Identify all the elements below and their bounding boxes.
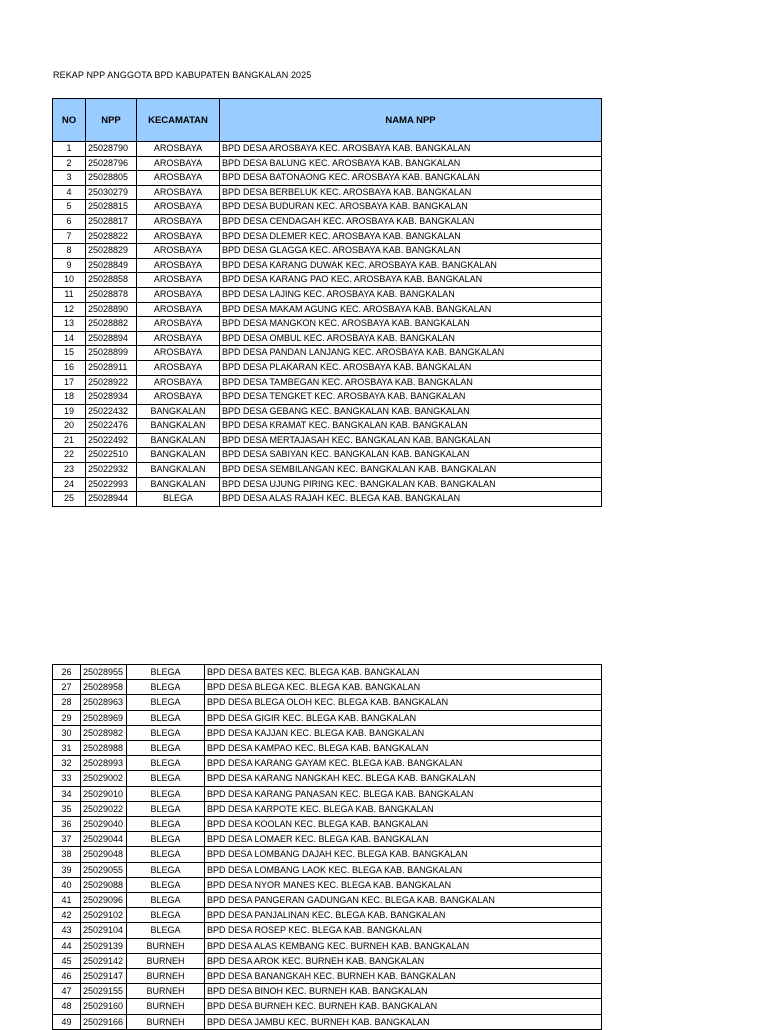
- table-row: [53, 419, 602, 434]
- cell-npp: 25029040: [81, 817, 127, 832]
- table-row: [53, 433, 602, 448]
- cell-no: 45: [53, 953, 81, 968]
- cell-nama-npp: BPD DESA PANGERAN GADUNGAN KEC. BLEGA KAB. BANGKALAN: [205, 893, 602, 908]
- cell-nama-npp: BPD DESA LOMBANG LAOK KEC. BLEGA KAB. BANGKALAN: [205, 862, 602, 877]
- cell-kecamatan: AROSBAYA: [137, 214, 220, 229]
- cell-kecamatan: BLEGA: [127, 725, 205, 740]
- cell-kecamatan: BLEGA: [127, 817, 205, 832]
- table-row: [53, 710, 602, 725]
- cell-nama-npp: BPD DESA GEBANG KEC. BANGKALAN KAB. BANGKALAN: [220, 404, 602, 419]
- cell-kecamatan: AROSBAYA: [137, 302, 220, 317]
- cell-kecamatan: AROSBAYA: [137, 346, 220, 361]
- cell-npp: 25028822: [86, 229, 137, 244]
- cell-npp: 25022492: [86, 433, 137, 448]
- cell-kecamatan: BURNEH: [127, 1014, 205, 1029]
- cell-npp: 25029048: [81, 847, 127, 862]
- cell-nama-npp: BPD DESA KARANG PAO KEC. AROSBAYA KAB. BANGKALAN: [220, 273, 602, 288]
- cell-npp: 25028878: [86, 287, 137, 302]
- cell-kecamatan: BURNEH: [127, 969, 205, 984]
- cell-npp: 25028796: [86, 156, 137, 171]
- cell-no: 43: [53, 923, 81, 938]
- cell-no: 30: [53, 725, 81, 740]
- cell-no: 18: [53, 390, 86, 405]
- table-row: [53, 317, 602, 332]
- table-row: [53, 893, 602, 908]
- cell-nama-npp: BPD DESA LOMAER KEC. BLEGA KAB. BANGKALAN: [205, 832, 602, 847]
- cell-no: 37: [53, 832, 81, 847]
- table-row: [53, 156, 602, 171]
- table-row: [53, 142, 602, 157]
- table-row: [53, 346, 602, 361]
- cell-nama-npp: BPD DESA SABIYAN KEC. BANGKALAN KAB. BANGKALAN: [220, 448, 602, 463]
- cell-kecamatan: BLEGA: [127, 786, 205, 801]
- cell-kecamatan: AROSBAYA: [137, 375, 220, 390]
- cell-npp: 25028882: [86, 317, 137, 332]
- cell-kecamatan: AROSBAYA: [137, 390, 220, 405]
- cell-kecamatan: BLEGA: [127, 862, 205, 877]
- cell-no: 9: [53, 258, 86, 273]
- cell-nama-npp: BPD DESA BLEGA KEC. BLEGA KAB. BANGKALAN: [205, 680, 602, 695]
- cell-no: 35: [53, 801, 81, 816]
- cell-kecamatan: BLEGA: [127, 908, 205, 923]
- table-row: [53, 1014, 602, 1029]
- cell-no: 39: [53, 862, 81, 877]
- header-kecamatan: KECAMATAN: [137, 99, 220, 142]
- cell-npp: 25028934: [86, 390, 137, 405]
- cell-kecamatan: AROSBAYA: [137, 317, 220, 332]
- table-row: [53, 171, 602, 186]
- cell-no: 13: [53, 317, 86, 332]
- cell-no: 29: [53, 710, 81, 725]
- cell-nama-npp: BPD DESA PLAKARAN KEC. AROSBAYA KAB. BANGKALAN: [220, 360, 602, 375]
- cell-no: 19: [53, 404, 86, 419]
- cell-no: 3: [53, 171, 86, 186]
- cell-npp: 25028969: [81, 710, 127, 725]
- npp-table-page-1: [52, 98, 602, 507]
- cell-npp: 25028899: [86, 346, 137, 361]
- table-row: [53, 680, 602, 695]
- cell-kecamatan: BLEGA: [127, 741, 205, 756]
- cell-nama-npp: BPD DESA PANJALINAN KEC. BLEGA KAB. BANGKALAN: [205, 908, 602, 923]
- cell-no: 32: [53, 756, 81, 771]
- page-title: REKAP NPP ANGGOTA BPD KABUPATEN BANGKALAN 2025: [53, 70, 312, 80]
- cell-npp: 25028993: [81, 756, 127, 771]
- cell-kecamatan: BLEGA: [127, 710, 205, 725]
- cell-no: 36: [53, 817, 81, 832]
- cell-npp: 25022432: [86, 404, 137, 419]
- cell-nama-npp: BPD DESA AROK KEC. BURNEH KAB. BANGKALAN: [205, 953, 602, 968]
- cell-nama-npp: BPD DESA BANANGKAH KEC. BURNEH KAB. BANGKALAN: [205, 969, 602, 984]
- table-row: [53, 244, 602, 259]
- cell-nama-npp: BPD DESA OMBUL KEC. AROSBAYA KAB. BANGKALAN: [220, 331, 602, 346]
- cell-kecamatan: BURNEH: [127, 953, 205, 968]
- cell-no: 28: [53, 695, 81, 710]
- cell-kecamatan: BLEGA: [127, 756, 205, 771]
- cell-npp: 25029139: [81, 938, 127, 953]
- cell-npp: 25022510: [86, 448, 137, 463]
- cell-nama-npp: BPD DESA BUDURAN KEC. AROSBAYA KAB. BANGKALAN: [220, 200, 602, 215]
- cell-nama-npp: BPD DESA BINOH KEC. BURNEH KAB. BANGKALAN: [205, 984, 602, 999]
- cell-nama-npp: BPD DESA SEMBILANGAN KEC. BANGKALAN KAB. BANGKALAN: [220, 463, 602, 478]
- cell-nama-npp: BPD DESA KARANG DUWAK KEC. AROSBAYA KAB. BANGKALAN: [220, 258, 602, 273]
- cell-nama-npp: BPD DESA DLEMER KEC. AROSBAYA KAB. BANGKALAN: [220, 229, 602, 244]
- cell-npp: 25028829: [86, 244, 137, 259]
- cell-kecamatan: BLEGA: [127, 680, 205, 695]
- cell-nama-npp: BPD DESA KARANG NANGKAH KEC. BLEGA KAB. BANGKALAN: [205, 771, 602, 786]
- cell-npp: 25029104: [81, 923, 127, 938]
- cell-kecamatan: AROSBAYA: [137, 185, 220, 200]
- cell-nama-npp: BPD DESA BERBELUK KEC. AROSBAYA KAB. BANGKALAN: [220, 185, 602, 200]
- table-row: [53, 862, 602, 877]
- cell-no: 15: [53, 346, 86, 361]
- header-no: NO: [53, 99, 86, 142]
- table-row: [53, 786, 602, 801]
- cell-no: 7: [53, 229, 86, 244]
- cell-kecamatan: BANGKALAN: [137, 404, 220, 419]
- cell-no: 46: [53, 969, 81, 984]
- cell-no: 21: [53, 433, 86, 448]
- cell-npp: 25028890: [86, 302, 137, 317]
- cell-nama-npp: BPD DESA JAMBU KEC. BURNEH KAB. BANGKALAN: [205, 1014, 602, 1029]
- cell-nama-npp: BPD DESA BLEGA OLOH KEC. BLEGA KAB. BANGKALAN: [205, 695, 602, 710]
- table-row: [53, 877, 602, 892]
- cell-nama-npp: BPD DESA PANDAN LANJANG KEC. AROSBAYA KAB. BANGKALAN: [220, 346, 602, 361]
- cell-kecamatan: BLEGA: [127, 923, 205, 938]
- cell-npp: 25028963: [81, 695, 127, 710]
- table-row: [53, 771, 602, 786]
- cell-no: 23: [53, 463, 86, 478]
- cell-kecamatan: AROSBAYA: [137, 156, 220, 171]
- cell-npp: 25028911: [86, 360, 137, 375]
- header-nama-npp: NAMA NPP: [220, 99, 602, 142]
- cell-nama-npp: BPD DESA BURNEH KEC. BURNEH KAB. BANGKALAN: [205, 999, 602, 1014]
- cell-no: 33: [53, 771, 81, 786]
- table-row: [53, 492, 602, 507]
- table-row: [53, 923, 602, 938]
- cell-npp: 25029102: [81, 908, 127, 923]
- cell-no: 49: [53, 1014, 81, 1029]
- cell-nama-npp: BPD DESA KAJJAN KEC. BLEGA KAB. BANGKALAN: [205, 725, 602, 740]
- cell-kecamatan: BLEGA: [127, 695, 205, 710]
- cell-kecamatan: AROSBAYA: [137, 273, 220, 288]
- cell-npp: 25022993: [86, 477, 137, 492]
- cell-no: 41: [53, 893, 81, 908]
- cell-kecamatan: BLEGA: [127, 877, 205, 892]
- table-row: [53, 390, 602, 405]
- cell-npp: 25028958: [81, 680, 127, 695]
- table-row: [53, 214, 602, 229]
- cell-kecamatan: BLEGA: [127, 832, 205, 847]
- cell-no: 38: [53, 847, 81, 862]
- cell-kecamatan: BANGKALAN: [137, 463, 220, 478]
- table-row: [53, 832, 602, 847]
- cell-kecamatan: BLEGA: [127, 665, 205, 680]
- cell-nama-npp: BPD DESA ROSEP KEC. BLEGA KAB. BANGKALAN: [205, 923, 602, 938]
- table-row: [53, 984, 602, 999]
- table-row: [53, 229, 602, 244]
- cell-no: 26: [53, 665, 81, 680]
- cell-no: 42: [53, 908, 81, 923]
- cell-nama-npp: BPD DESA ALAS KEMBANG KEC. BURNEH KAB. BANGKALAN: [205, 938, 602, 953]
- cell-kecamatan: BURNEH: [127, 984, 205, 999]
- cell-npp: 25029055: [81, 862, 127, 877]
- cell-npp: 25022932: [86, 463, 137, 478]
- cell-npp: 25029147: [81, 969, 127, 984]
- table-row: [53, 756, 602, 771]
- cell-no: 20: [53, 419, 86, 434]
- cell-no: 48: [53, 999, 81, 1014]
- table-row: [53, 200, 602, 215]
- header-npp: NPP: [86, 99, 137, 142]
- cell-no: 31: [53, 741, 81, 756]
- cell-npp: 25029166: [81, 1014, 127, 1029]
- cell-nama-npp: BPD DESA BATONAONG KEC. AROSBAYA KAB. BANGKALAN: [220, 171, 602, 186]
- cell-npp: 25028944: [86, 492, 137, 507]
- table-row: [53, 375, 602, 390]
- cell-npp: 25029022: [81, 801, 127, 816]
- cell-no: 44: [53, 938, 81, 953]
- cell-no: 47: [53, 984, 81, 999]
- table-row: [53, 287, 602, 302]
- cell-npp: 25028955: [81, 665, 127, 680]
- table-row: [53, 448, 602, 463]
- table-row: [53, 331, 602, 346]
- cell-nama-npp: BPD DESA KAMPAO KEC. BLEGA KAB. BANGKALAN: [205, 741, 602, 756]
- cell-no: 22: [53, 448, 86, 463]
- cell-kecamatan: BANGKALAN: [137, 448, 220, 463]
- cell-nama-npp: BPD DESA KARANG PANASAN KEC. BLEGA KAB. BANGKALAN: [205, 786, 602, 801]
- cell-nama-npp: BPD DESA KRAMAT KEC. BANGKALAN KAB. BANGKALAN: [220, 419, 602, 434]
- cell-nama-npp: BPD DESA KARPOTE KEC. BLEGA KAB. BANGKALAN: [205, 801, 602, 816]
- cell-npp: 25028894: [86, 331, 137, 346]
- cell-kecamatan: BLEGA: [127, 847, 205, 862]
- cell-no: 4: [53, 185, 86, 200]
- cell-kecamatan: BLEGA: [127, 771, 205, 786]
- cell-kecamatan: BLEGA: [127, 801, 205, 816]
- cell-npp: 25029096: [81, 893, 127, 908]
- cell-nama-npp: BPD DESA MAKAM AGUNG KEC. AROSBAYA KAB. BANGKALAN: [220, 302, 602, 317]
- cell-nama-npp: BPD DESA TENGKET KEC. AROSBAYA KAB. BANGKALAN: [220, 390, 602, 405]
- table-row: [53, 404, 602, 419]
- cell-nama-npp: BPD DESA KOOLAN KEC. BLEGA KAB. BANGKALAN: [205, 817, 602, 832]
- cell-npp: 25022476: [86, 419, 137, 434]
- cell-npp: 25028922: [86, 375, 137, 390]
- cell-npp: 25028982: [81, 725, 127, 740]
- cell-npp: 25028858: [86, 273, 137, 288]
- table-row: [53, 477, 602, 492]
- cell-kecamatan: BLEGA: [127, 893, 205, 908]
- cell-nama-npp: BPD DESA LAJING KEC. AROSBAYA KAB. BANGKALAN: [220, 287, 602, 302]
- cell-nama-npp: BPD DESA CENDAGAH KEC. AROSBAYA KAB. BANGKALAN: [220, 214, 602, 229]
- table-row: [53, 969, 602, 984]
- cell-kecamatan: BANGKALAN: [137, 433, 220, 448]
- npp-table-page-2: [52, 664, 602, 1030]
- cell-nama-npp: BPD DESA GIGIR KEC. BLEGA KAB. BANGKALAN: [205, 710, 602, 725]
- cell-kecamatan: AROSBAYA: [137, 331, 220, 346]
- cell-no: 10: [53, 273, 86, 288]
- cell-kecamatan: AROSBAYA: [137, 142, 220, 157]
- cell-no: 17: [53, 375, 86, 390]
- cell-npp: 25028790: [86, 142, 137, 157]
- table-body-page-1: [53, 142, 602, 507]
- cell-nama-npp: BPD DESA BALUNG KEC. AROSBAYA KAB. BANGKALAN: [220, 156, 602, 171]
- cell-kecamatan: AROSBAYA: [137, 200, 220, 215]
- table-row: [53, 725, 602, 740]
- cell-nama-npp: BPD DESA ALAS RAJAH KEC. BLEGA KAB. BANGKALAN: [220, 492, 602, 507]
- table-row: [53, 302, 602, 317]
- cell-kecamatan: AROSBAYA: [137, 360, 220, 375]
- table-body-page-2: [53, 665, 602, 1030]
- cell-npp: 25029010: [81, 786, 127, 801]
- cell-no: 25: [53, 492, 86, 507]
- cell-kecamatan: BURNEH: [127, 999, 205, 1014]
- table-row: [53, 817, 602, 832]
- cell-nama-npp: BPD DESA AROSBAYA KEC. AROSBAYA KAB. BANGKALAN: [220, 142, 602, 157]
- cell-nama-npp: BPD DESA NYOR MANES KEC. BLEGA KAB. BANGKALAN: [205, 877, 602, 892]
- cell-kecamatan: AROSBAYA: [137, 287, 220, 302]
- cell-npp: 25028815: [86, 200, 137, 215]
- cell-nama-npp: BPD DESA LOMBANG DAJAH KEC. BLEGA KAB. BANGKALAN: [205, 847, 602, 862]
- table-row: [53, 463, 602, 478]
- cell-kecamatan: AROSBAYA: [137, 229, 220, 244]
- table-row: [53, 999, 602, 1014]
- cell-npp: 25028805: [86, 171, 137, 186]
- cell-kecamatan: AROSBAYA: [137, 244, 220, 259]
- table-row: [53, 801, 602, 816]
- cell-nama-npp: BPD DESA BATES KEC. BLEGA KAB. BANGKALAN: [205, 665, 602, 680]
- cell-npp: 25029044: [81, 832, 127, 847]
- cell-nama-npp: BPD DESA TAMBEGAN KEC. AROSBAYA KAB. BANGKALAN: [220, 375, 602, 390]
- cell-kecamatan: BANGKALAN: [137, 419, 220, 434]
- cell-nama-npp: BPD DESA KARANG GAYAM KEC. BLEGA KAB. BANGKALAN: [205, 756, 602, 771]
- cell-no: 1: [53, 142, 86, 157]
- table-row: [53, 953, 602, 968]
- cell-npp: 25029088: [81, 877, 127, 892]
- table-row: [53, 741, 602, 756]
- cell-no: 14: [53, 331, 86, 346]
- cell-nama-npp: BPD DESA MERTAJASAH KEC. BANGKALAN KAB. BANGKALAN: [220, 433, 602, 448]
- cell-npp: 25028849: [86, 258, 137, 273]
- cell-npp: 25029002: [81, 771, 127, 786]
- table-header-row: [53, 99, 602, 142]
- cell-no: 16: [53, 360, 86, 375]
- cell-no: 34: [53, 786, 81, 801]
- cell-no: 6: [53, 214, 86, 229]
- cell-no: 27: [53, 680, 81, 695]
- table-row: [53, 665, 602, 680]
- cell-nama-npp: BPD DESA MANGKON KEC. AROSBAYA KAB. BANGKALAN: [220, 317, 602, 332]
- cell-no: 24: [53, 477, 86, 492]
- table-row: [53, 695, 602, 710]
- table-row: [53, 938, 602, 953]
- cell-nama-npp: BPD DESA GLAGGA KEC. AROSBAYA KAB. BANGKALAN: [220, 244, 602, 259]
- cell-kecamatan: AROSBAYA: [137, 258, 220, 273]
- table-row: [53, 185, 602, 200]
- cell-npp: 25029160: [81, 999, 127, 1014]
- table-row: [53, 908, 602, 923]
- cell-npp: 25029155: [81, 984, 127, 999]
- table-row: [53, 273, 602, 288]
- cell-no: 12: [53, 302, 86, 317]
- cell-kecamatan: BLEGA: [137, 492, 220, 507]
- cell-kecamatan: AROSBAYA: [137, 171, 220, 186]
- cell-kecamatan: BURNEH: [127, 938, 205, 953]
- table-row: [53, 360, 602, 375]
- cell-no: 11: [53, 287, 86, 302]
- cell-npp: 25028988: [81, 741, 127, 756]
- table-row: [53, 258, 602, 273]
- cell-no: 8: [53, 244, 86, 259]
- cell-nama-npp: BPD DESA UJUNG PIRING KEC. BANGKALAN KAB. BANGKALAN: [220, 477, 602, 492]
- cell-kecamatan: BANGKALAN: [137, 477, 220, 492]
- cell-no: 40: [53, 877, 81, 892]
- table-row: [53, 847, 602, 862]
- cell-no: 5: [53, 200, 86, 215]
- cell-npp: 25029142: [81, 953, 127, 968]
- cell-npp: 25030279: [86, 185, 137, 200]
- cell-npp: 25028817: [86, 214, 137, 229]
- cell-no: 2: [53, 156, 86, 171]
